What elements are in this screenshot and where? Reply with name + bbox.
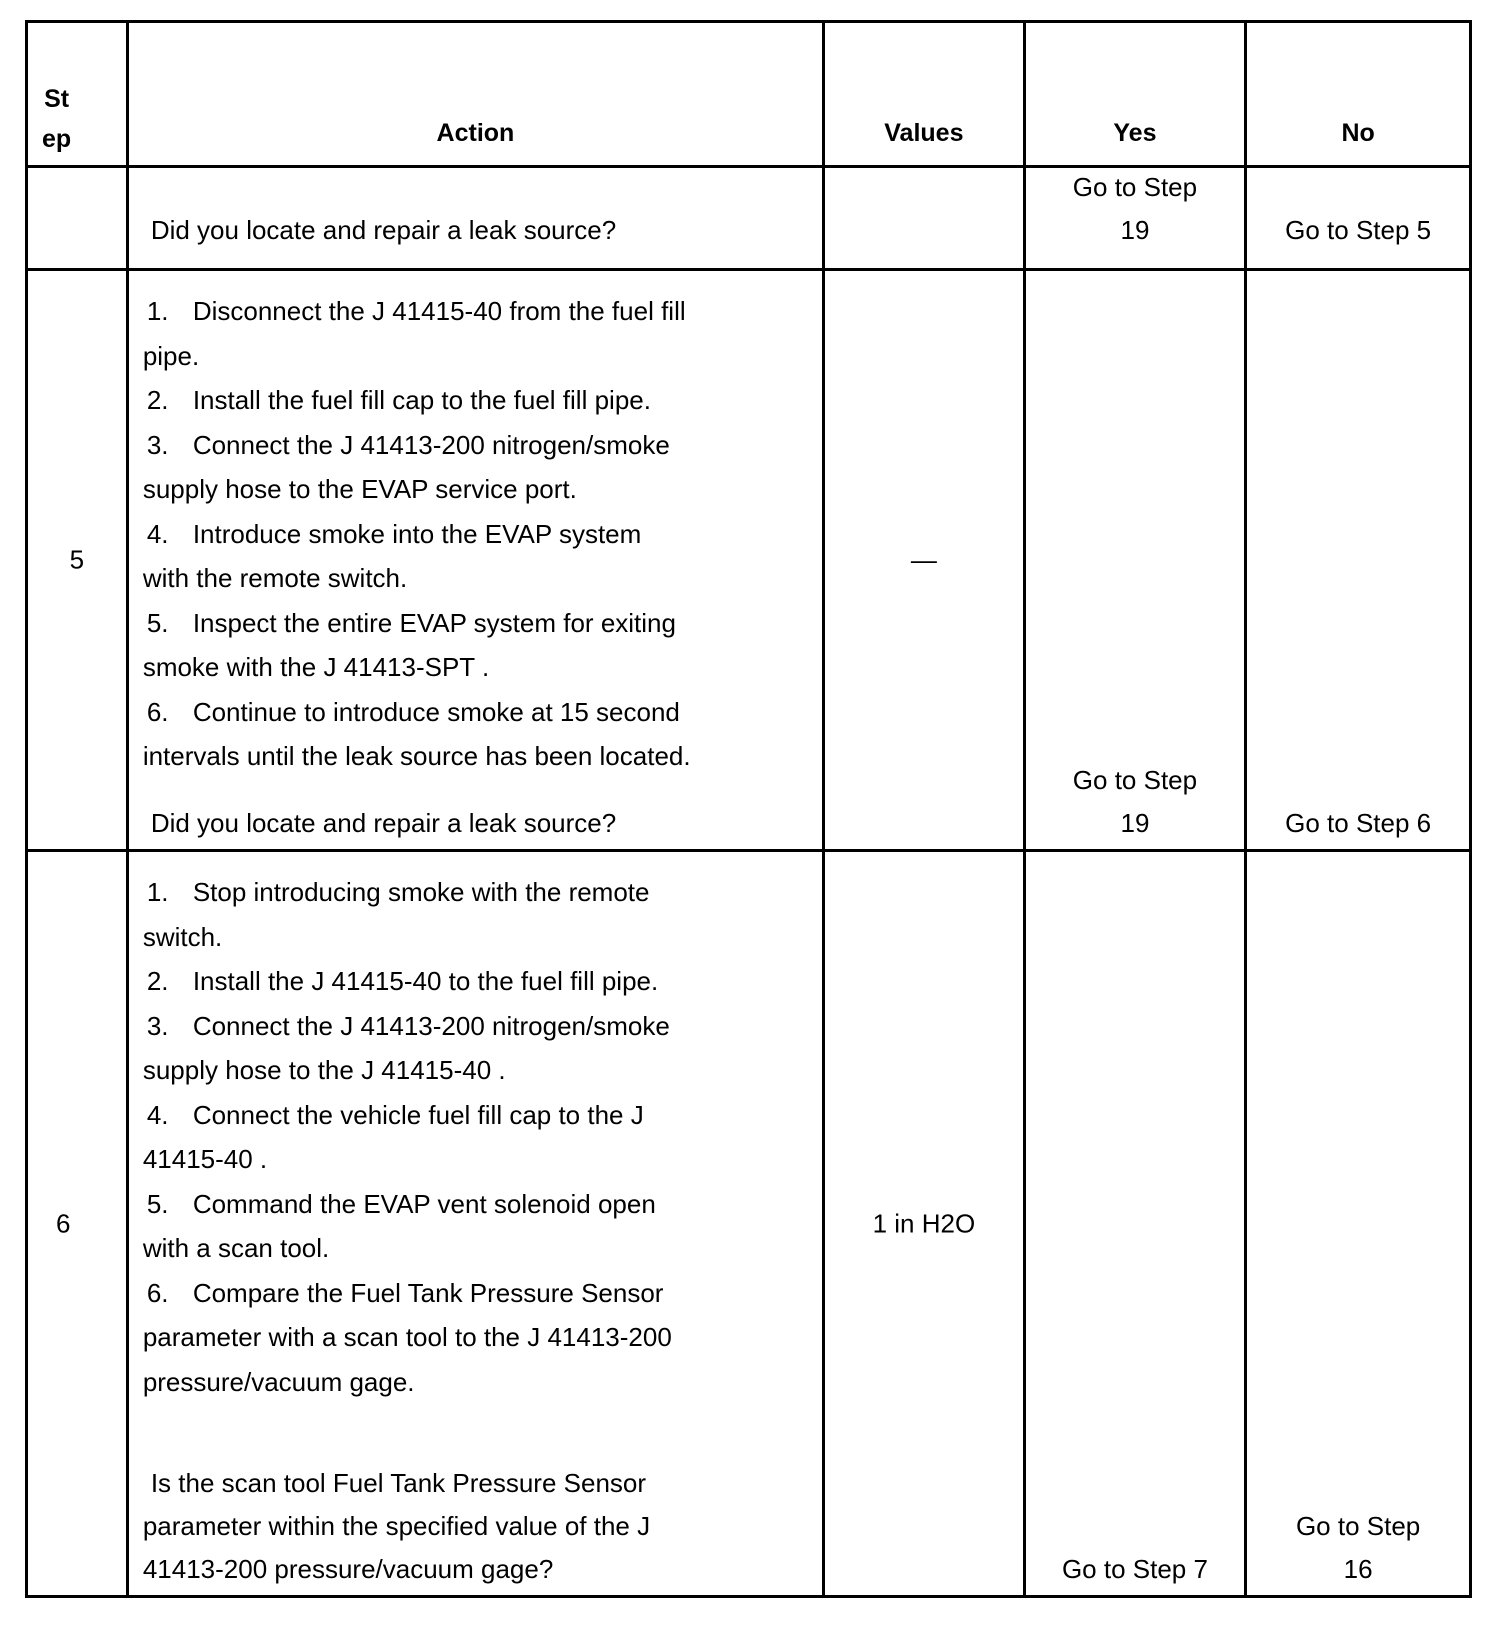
yes-cell	[1024, 851, 1246, 1597]
header-action: Action	[127, 22, 823, 167]
action-item: 5. Command the EVAP vent solenoid open with a scan tool.	[142, 1188, 656, 1263]
yes-cell	[1024, 167, 1246, 270]
yes-line1: Go to Step 7	[1061, 1554, 1208, 1584]
action-item: 2. Install the J 41415-40 to the fuel fill pipe.	[146, 966, 659, 996]
yes-line1: Go to Step	[1072, 765, 1198, 795]
action-item: 4. Connect the vehicle fuel fill cap to the J 41415-40 .	[142, 1099, 644, 1174]
question-text: Did you locate and repair a leak source?	[150, 215, 617, 245]
no-cell	[1246, 851, 1471, 1597]
question-text: Did you locate and repair a leak source?	[150, 808, 617, 838]
action-item: 3. Connect the J 41413-200 nitrogen/smoke supply hose to the EVAP service port.	[142, 429, 670, 504]
no-cell	[1246, 167, 1471, 270]
header-step	[27, 22, 128, 167]
table-row	[27, 270, 1471, 851]
yes-line1: Go to Step	[1072, 172, 1198, 202]
action-cell	[127, 270, 823, 851]
header-values: Values	[824, 22, 1025, 167]
action-item: 6. Continue to introduce smoke at 15 second intervals until the leak source has been located.	[142, 696, 691, 771]
action-list	[143, 289, 812, 779]
action-list	[143, 870, 812, 1404]
yes-line2: 19	[1120, 215, 1150, 245]
action-item: 2. Install the fuel fill cap to the fuel fill pipe.	[146, 385, 651, 415]
no-line1: Go to Step	[1295, 1511, 1421, 1541]
table-row	[27, 851, 1471, 1597]
step-cell: 6	[27, 851, 128, 1597]
action-cell	[127, 851, 823, 1597]
action-item: 4. Introduce smoke into the EVAP system with the remote switch.	[142, 518, 642, 593]
no-line2: Go to Step 5	[1285, 215, 1432, 245]
value-text: —	[910, 544, 937, 575]
value-text: 1 in H2O	[872, 1208, 976, 1238]
question-text: Is the scan tool Fuel Tank Pressure Sensor parameter within the specified value of the J 41413-200 pressure/vacuum gage?	[142, 1468, 651, 1584]
values-cell	[824, 167, 1025, 270]
action-item: 1. Disconnect the J 41415-40 from the fuel fill pipe.	[142, 296, 686, 371]
no-line2: 16	[1343, 1554, 1373, 1584]
action-item: 3. Connect the J 41413-200 nitrogen/smoke supply hose to the J 41415-40 .	[142, 1010, 670, 1085]
yes-line2: 19	[1120, 808, 1150, 838]
yes-cell	[1024, 270, 1246, 851]
values-cell	[824, 270, 1025, 851]
header-step-line2: ep	[42, 125, 72, 153]
action-cell	[127, 167, 823, 270]
action-item: 6. Compare the Fuel Tank Pressure Sensor parameter with a scan tool to the J 41413-200 pressure/vacuum gage.	[142, 1277, 672, 1397]
header-yes: Yes	[1024, 22, 1246, 167]
action-item: 5. Inspect the entire EVAP system for exiting smoke with the J 41413-SPT .	[142, 607, 676, 682]
action-item: 1. Stop introducing smoke with the remote switch.	[142, 877, 650, 952]
header-no: No	[1246, 22, 1471, 167]
header-row	[27, 22, 1471, 167]
header-step-line1: St	[44, 85, 70, 113]
step-cell	[27, 167, 128, 270]
table-row	[27, 167, 1471, 270]
no-line2: Go to Step 6	[1285, 808, 1432, 838]
procedure-table	[25, 20, 1472, 1598]
values-cell	[824, 851, 1025, 1597]
no-cell	[1246, 270, 1471, 851]
step-cell: 5	[27, 270, 128, 851]
